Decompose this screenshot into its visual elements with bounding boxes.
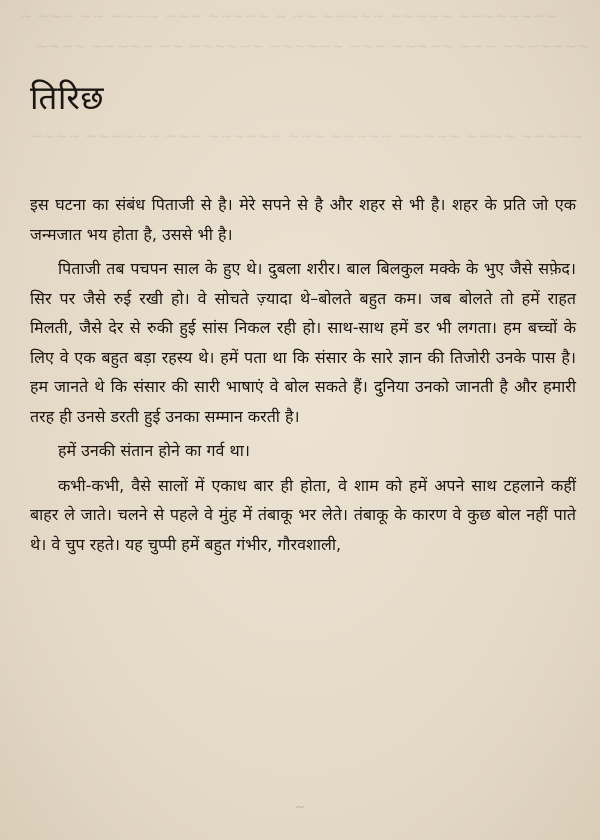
paragraph: कभी-कभी, वैसे सालों में एकाध बार ही होता, वे शाम को हमें अपने साथ टहलाने कहीं बाहर ले जाते। चलने से पहले वे मुंह में तंबाकू भर लेते। तंबाकू के कारण वे कुछ बोल नहीं पाते थे। वे चुप रहते। यह चुप्पी हमें बहुत गंभीर, गौरवशाली, bbox=[30, 475, 576, 554]
show-through-text: ~ ~~~ ~~ ~~~~ ~~~ ~~~~~ ~ ~~ ~~~~~ ~~~~~ ~~~~~~~~ bbox=[20, 7, 558, 25]
paragraph: इस घटना का संबंध पिताजी से है। मेरे सपने से है और शहर से भी है। शहर के प्रति जो एक जन्मजात भय होता है, उससे भी है। bbox=[30, 195, 576, 244]
show-through-page-number: ~ bbox=[294, 800, 306, 815]
paragraph: हमें उनकी संतान होने का गर्व था। bbox=[58, 441, 250, 460]
show-through-text: ~~~~ ~~~~~ ~~ ~~~~~~ ~~~~~~ ~~~ ~~~~~ ~~~ ~~~~~~~ bbox=[36, 37, 590, 55]
show-through-text: ~~~~ ~~~~~~ ~~~ ~~~~~~ ~~~ ~~~~~ ~~~~~ ~~~~ ~~~~~ bbox=[30, 127, 584, 145]
paragraph: पिताजी तब पचपन साल के हुए थे। दुबला शरीर। बाल बिलकुल मक्के के भुए जैसे सफ़ेद। सिर पर जैसे रुई रखी हो। वे सोचते ज़्यादा थे–बोलते बहुत कम। जब बोलते तो हमें राहत मिलती, जैसे देर से रुकी हुई सांस निकल रही हो। साथ-साथ हमें डर भी लगता। हम बच्चों के लिए वे एक बहुत बड़ा रहस्य थे। हमें पता था कि संसार के सारे ज्ञान की तिजोरी उनके पास है। हम जानते थे कि संसार की सारी भाषाएं वे बोल सकते हैं। दुनिया उनको जानती है और हमारी तरह ही उनसे डरती हुई उनका सम्मान करती है। bbox=[30, 259, 576, 426]
chapter-title: तिरिछ bbox=[30, 78, 105, 117]
body-text bbox=[30, 190, 576, 564]
